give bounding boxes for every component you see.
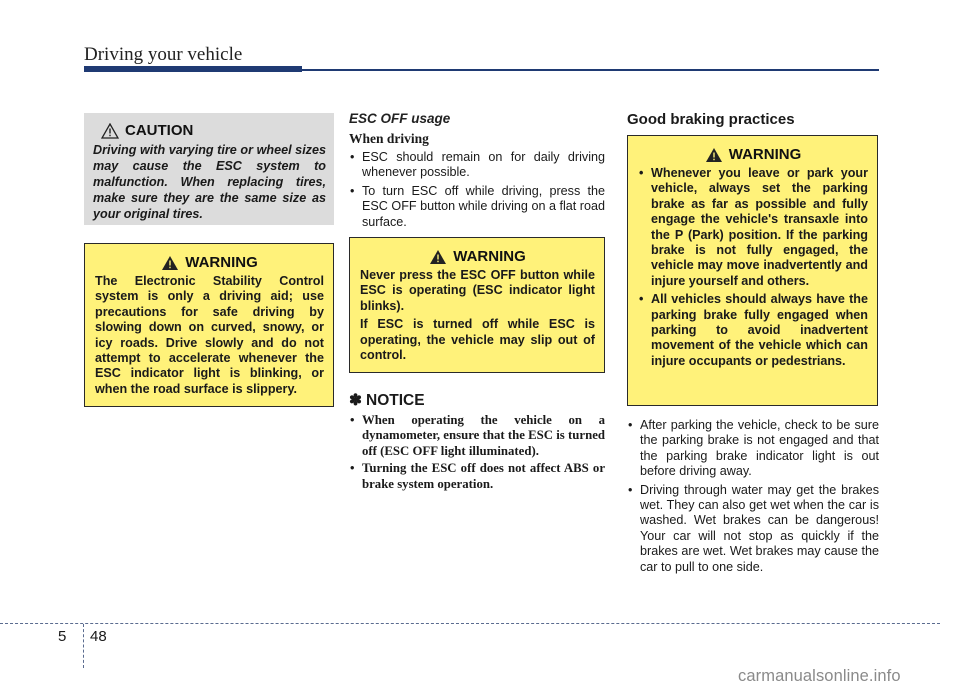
watermark: carmanualsonline.info [738, 667, 901, 685]
page-number: 48 [90, 628, 107, 645]
warning-triangle-icon [705, 147, 723, 163]
warning-paragraph: Never press the ESC OFF button while ESC is operating (ESC indicator light blinks). [360, 268, 595, 313]
section-heading: ESC OFF usage [349, 111, 451, 126]
esc-off-warning-box [349, 237, 605, 373]
list-item: • When operating the vehicle on a dynamometer, ensure that the ESC is turned off (ESC OFF light illuminated). [349, 413, 605, 459]
header-rule-thick [84, 66, 302, 72]
list-item: • To turn ESC off while driving, press the ESC OFF button while driving on a flat road surface. [349, 184, 605, 230]
notice-header [349, 391, 605, 410]
esc-off-section [349, 111, 605, 233]
list-item: • After parking the vehicle, check to be sure the parking brake is not engaged and that the parking brake indicator light is out before driving away. [627, 418, 879, 480]
braking-section [627, 418, 879, 578]
warning-list [638, 166, 868, 369]
caution-triangle-icon [101, 123, 119, 139]
caution-title: CAUTION [125, 122, 194, 139]
list-item: • Whenever you leave or park your vehicle, always set the parking brake as far as possible and fully engage the vehicle's transaxle into the P (Park) position. If the parking brake is not fully engaged, the vehicle may move inadvertently and injure yourself and others. [638, 166, 868, 289]
header-rule-thin [302, 69, 879, 71]
sub-heading: When driving [349, 131, 429, 146]
warning-text: The Electronic Stability Control system is only a driving aid; use precautions for safe driving by slowing down on curved, snowy, or icy roads. Drive slowly and do not attempt to accelerate whenever the ESC indicator light is blinking, or when the road surface is slippery. [95, 274, 324, 396]
caution-box [84, 113, 334, 225]
braking-heading: Good braking practices [627, 111, 795, 128]
warning-paragraph: If ESC is turned off while ESC is operating, the vehicle may slip out of control. [360, 317, 595, 363]
warning-title: WARNING [728, 146, 802, 163]
warning-text [360, 268, 595, 363]
caution-header [93, 122, 326, 139]
esc-off-list [349, 150, 605, 230]
chapter-number: 5 [58, 628, 67, 645]
list-item: • Driving through water may get the brakes wet. They can also get wet when the car is washed. Wet brakes can be dangerous! Your car will not stop as quickly if the brakes are wet. Wet brakes may cause the car to pull to one side. [627, 483, 879, 575]
warning-triangle-icon [429, 249, 447, 265]
notice-block [349, 391, 605, 494]
notice-list [349, 413, 605, 492]
warning-header [638, 146, 868, 163]
braking-list [627, 418, 879, 575]
warning-header [360, 248, 595, 265]
list-item: • Turning the ESC off does not affect ABS or brake system operation. [349, 461, 605, 492]
footer-divider [83, 624, 84, 668]
notice-title: NOTICE [366, 391, 425, 409]
warning-title: WARNING [185, 254, 258, 271]
warning-title: WARNING [453, 248, 526, 265]
notice-symbol-icon: ✽ [349, 392, 362, 409]
footer-rule [0, 623, 940, 624]
page-header-title: Driving your vehicle [84, 44, 243, 65]
caution-text: Driving with varying tire or wheel sizes may cause the ESC system to malfunction. When replacing tires, make sure they are the same size as your original tires. [93, 143, 326, 221]
esc-warning-box [84, 243, 334, 407]
warning-header [95, 254, 324, 271]
list-item: • ESC should remain on for daily driving whenever possible. [349, 150, 605, 181]
parking-brake-warning-box [627, 135, 878, 406]
list-item: • All vehicles should always have the parking brake fully engaged when parking to avoid inadvertent movement of the vehicle which can injure occupants or pedestrians. [638, 292, 868, 369]
warning-triangle-icon [161, 255, 179, 271]
